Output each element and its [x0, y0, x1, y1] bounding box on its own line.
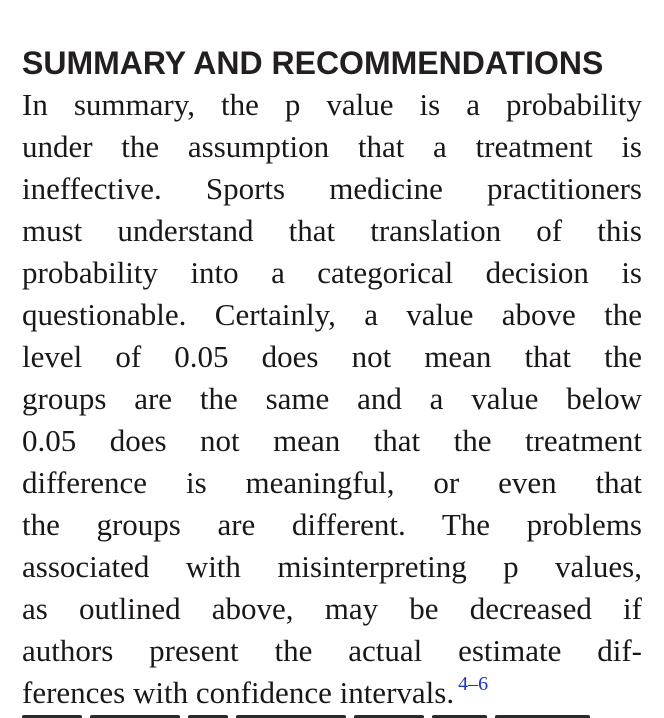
section-heading: SUMMARY AND RECOMMENDATIONS	[22, 45, 604, 81]
paragraph-line: must understand that translation of this	[22, 213, 642, 248]
paragraph-line: 0.05 does not mean that the treatment	[22, 423, 642, 458]
citation-link[interactable]: 4–6	[458, 673, 489, 695]
paragraph-line: under the assumption that a treatment is	[22, 129, 642, 164]
paragraph-line: authors present the actual estimate dif-	[22, 633, 642, 668]
paragraph-line: difference is meaningful, or even that	[22, 465, 642, 500]
paragraph-line: In summary, the p value is a probability	[22, 87, 642, 122]
paragraph-line: associated with misinterpreting p values,	[22, 549, 642, 584]
cut-off-next-line	[22, 710, 642, 718]
paragraph-line: questionable. Certainly, a value above the	[22, 297, 642, 332]
paragraph-line-text: ferences with confidence intervals.	[22, 675, 455, 710]
paragraph-last-line	[22, 672, 642, 714]
paragraph-line: as outlined above, may be decreased if	[22, 591, 642, 626]
summary-paragraph	[22, 84, 642, 714]
paragraph-line: groups are the same and a value below	[22, 381, 642, 416]
paragraph-line: the groups are different. The problems	[22, 507, 642, 542]
paragraph-line: ineffective. Sports medicine practitioners	[22, 171, 642, 206]
paragraph-line: probability into a categorical decision is	[22, 255, 642, 290]
paragraph-line: level of 0.05 does not mean that the	[22, 339, 642, 374]
